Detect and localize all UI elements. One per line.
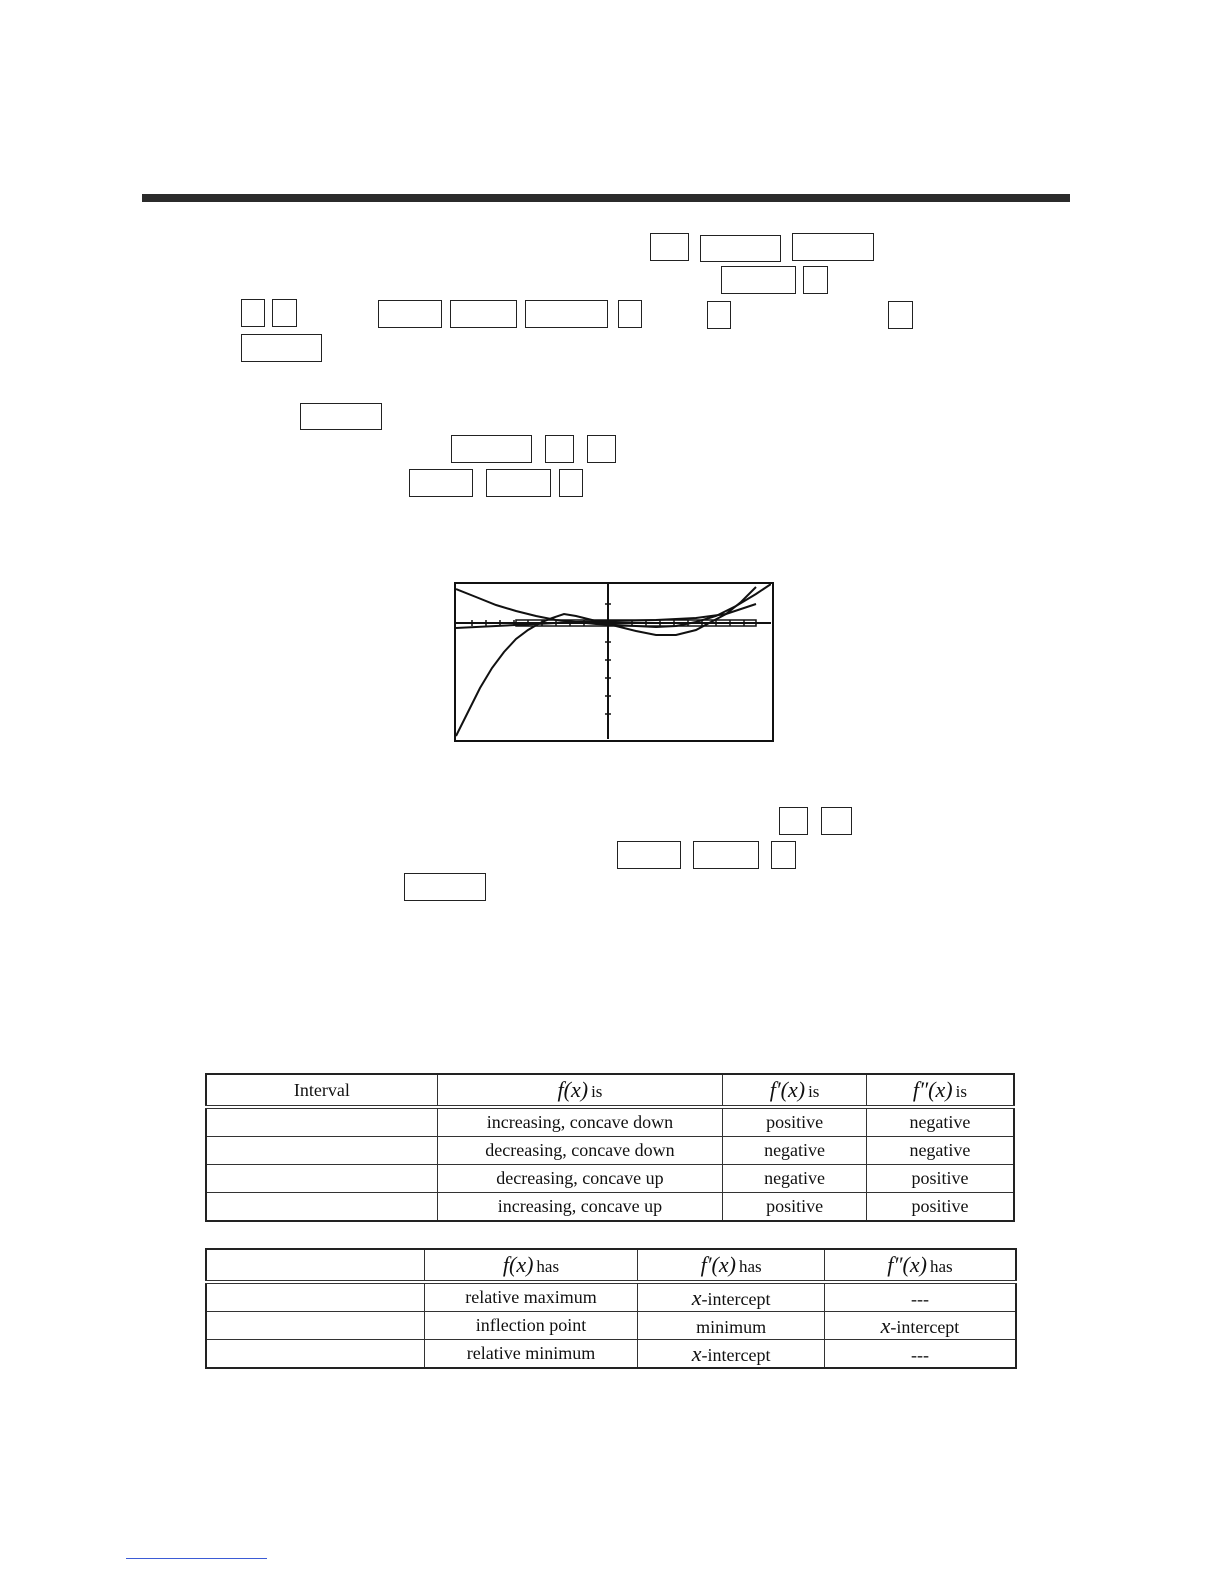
f-prime-cell: x-intercept (638, 1282, 825, 1312)
table-row (206, 1282, 1016, 1312)
calculator-key (587, 435, 616, 463)
table-row (206, 1340, 1016, 1369)
f-prime-cell: x-intercept (638, 1340, 825, 1369)
table-row (206, 1137, 1014, 1165)
label-cell (206, 1340, 424, 1369)
calculator-key (486, 469, 551, 497)
interval-cell (206, 1165, 437, 1193)
f-prime-cell: negative (723, 1165, 867, 1193)
calculator-key (409, 469, 473, 497)
label-cell (206, 1312, 424, 1340)
calculator-key (559, 469, 583, 497)
f-cell: relative minimum (424, 1340, 638, 1369)
f-double-prime-cell: x-intercept (824, 1312, 1016, 1340)
header-label (206, 1249, 424, 1282)
f-cell: increasing, concave up (437, 1193, 723, 1222)
calculator-key (272, 299, 297, 327)
header-interval: Interval (206, 1074, 437, 1107)
interval-cell (206, 1137, 437, 1165)
header-f-prime: f′(x) has (638, 1249, 825, 1282)
table-row (206, 1312, 1016, 1340)
top-rule (142, 194, 1070, 202)
f-double-prime-cell: negative (866, 1107, 1014, 1137)
calculator-key (525, 300, 608, 328)
calculator-graph-screen (454, 582, 774, 742)
f-double-prime-cell: negative (866, 1137, 1014, 1165)
calculator-key (617, 841, 681, 869)
table-row (206, 1193, 1014, 1222)
table-row (206, 1165, 1014, 1193)
calculator-key (693, 841, 759, 869)
f-cell: inflection point (424, 1312, 638, 1340)
calculator-key (450, 300, 517, 328)
calculator-key (650, 233, 689, 261)
f-double-prime-cell: --- (824, 1282, 1016, 1312)
f-double-prime-cell: positive (866, 1193, 1014, 1222)
interval-table (205, 1073, 1015, 1222)
calculator-key (451, 435, 532, 463)
f-prime-cell: negative (723, 1137, 867, 1165)
calculator-key (803, 266, 828, 294)
header-f-double-prime: f″(x) is (866, 1074, 1014, 1107)
calculator-key (378, 300, 442, 328)
critical-point-table (205, 1248, 1017, 1369)
calculator-key (241, 299, 265, 327)
f-cell: decreasing, concave up (437, 1165, 723, 1193)
f-double-prime-cell: --- (824, 1340, 1016, 1369)
interval-cell (206, 1193, 437, 1222)
f-cell: increasing, concave down (437, 1107, 723, 1137)
calculator-key (888, 301, 913, 329)
calculator-key (700, 235, 781, 262)
graph-plot (456, 584, 771, 739)
f-cell: relative maximum (424, 1282, 638, 1312)
calculator-key (404, 873, 486, 901)
table-row (206, 1107, 1014, 1137)
header-f-double-prime: f″(x) has (824, 1249, 1016, 1282)
calculator-key (721, 266, 796, 294)
calculator-key (618, 300, 642, 328)
f-prime-cell: positive (723, 1107, 867, 1137)
calculator-key (545, 435, 574, 463)
interval-cell (206, 1107, 437, 1137)
calculator-key (707, 301, 731, 329)
calculator-key (779, 807, 808, 835)
calculator-key (300, 403, 382, 430)
header-f-prime: f′(x) is (723, 1074, 867, 1107)
f-prime-cell: positive (723, 1193, 867, 1222)
header-f: f(x) has (424, 1249, 638, 1282)
f-cell: decreasing, concave down (437, 1137, 723, 1165)
calculator-key (771, 841, 796, 869)
calculator-key (821, 807, 852, 835)
f-double-prime-cell: positive (866, 1165, 1014, 1193)
f-prime-cell: minimum (638, 1312, 825, 1340)
calculator-key (792, 233, 874, 261)
header-f: f(x) is (437, 1074, 723, 1107)
footer-link-underline (126, 1558, 267, 1559)
label-cell (206, 1282, 424, 1312)
calculator-key (241, 334, 322, 362)
